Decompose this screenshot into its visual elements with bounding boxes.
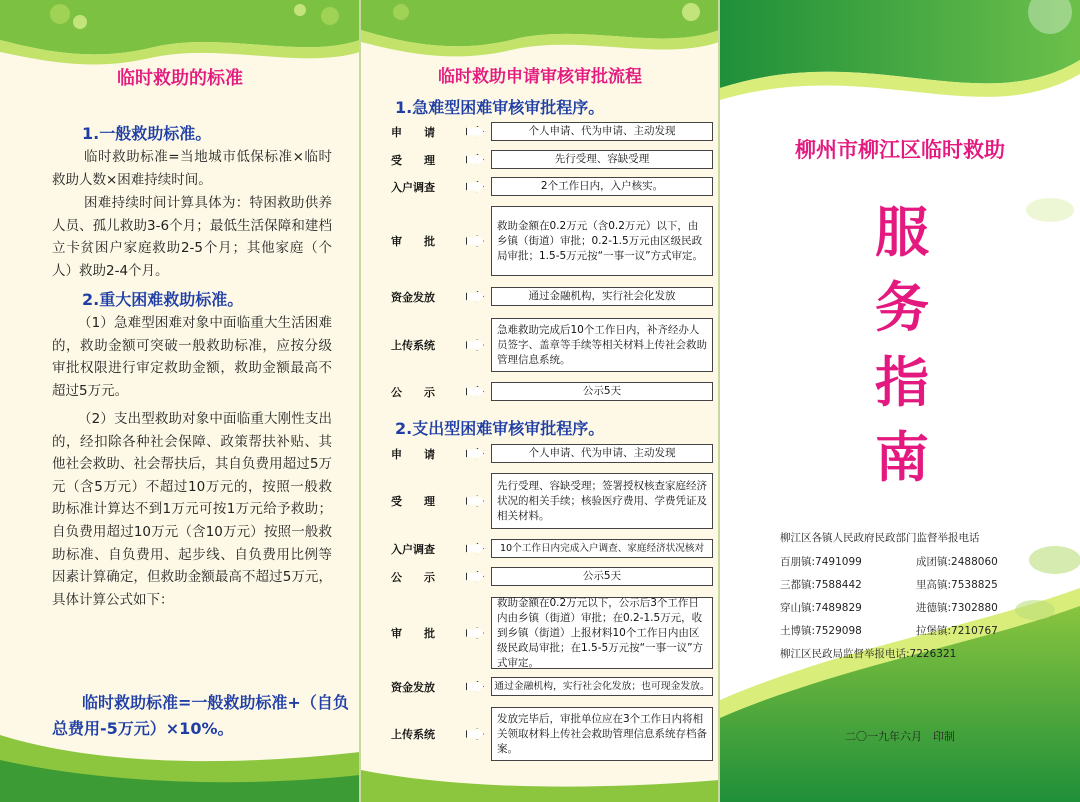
step-label: 申 请 <box>391 447 435 461</box>
calculation-formula: 临时救助标准=一般救助标准+（自负总费用-5万元）×10%。 <box>52 693 349 738</box>
step-box: 发放完毕后，审批单位应在3个工作日内将相关领取材料上传社会救助管理信息系统存档备案。 <box>491 707 713 761</box>
step-label: 公 示 <box>391 570 435 584</box>
town-phone: 成团镇:2488060 <box>916 556 998 568</box>
arrow-right-icon <box>466 571 484 583</box>
print-date: 二〇一九年六月 印制 <box>845 730 955 743</box>
step-box: 个人申请、代为申请、主动发现 <box>491 444 713 463</box>
step-label: 审 批 <box>391 627 435 640</box>
arrow-right-icon <box>466 126 484 138</box>
town-phone: 百朋镇:7491099 <box>780 556 862 568</box>
step-label: 审 批 <box>391 235 435 248</box>
process-row <box>391 473 716 529</box>
process-row <box>391 122 716 141</box>
step-box: 通过金融机构，实行社会化发放；也可现金发放。 <box>491 677 713 696</box>
cover-panel <box>720 0 1080 802</box>
town-phone: 穿山镇:7489829 <box>780 602 862 614</box>
middle-panel <box>361 0 719 802</box>
arrow-right-icon <box>466 154 484 166</box>
step-box: 救助金额在0.2万元以下，公示后3个工作日内由乡镇（街道）审批；在0.2-1.5万元，收到乡镇（街道）上报材料10个工作日内由区级民政局审批；在1.5-5万元按“一事一议”方式审定。 <box>491 597 713 669</box>
arrow-right-icon <box>466 448 484 460</box>
step-box: 通过金融机构，实行社会化发放 <box>491 287 713 306</box>
arrow-right-icon <box>466 339 484 351</box>
process-row <box>391 707 716 761</box>
expenditure-process-heading: 2.支出型困难审核审批程序。 <box>395 419 605 438</box>
process-row <box>391 539 716 558</box>
step-box: 公示5天 <box>491 382 713 401</box>
step-box: 急难救助完成后10个工作日内，补齐经办人员签字、盖章等手续等相关材料上传社会救助管理信息系统。 <box>491 318 713 372</box>
arrow-right-icon <box>466 386 484 398</box>
step-label: 入户调查 <box>391 180 435 194</box>
step-label: 入户调查 <box>391 542 435 556</box>
process-row <box>391 597 716 669</box>
arrow-right-icon <box>466 681 484 693</box>
arrow-right-icon <box>466 291 484 303</box>
standards-title: 临时救助的标准 <box>117 68 243 89</box>
step-box: 先行受理、容缺受理 <box>491 150 713 169</box>
general-standard-heading: 1.一般救助标准。 <box>82 124 212 143</box>
step-label: 申 请 <box>391 125 435 139</box>
step-label: 公 示 <box>391 385 435 399</box>
cover-big-char: 指 <box>875 351 929 414</box>
step-box: 先行受理、容缺受理；签署授权核查家庭经济状况的相关手续；核验医疗费用、学费凭证及相关材料。 <box>491 473 713 529</box>
arrow-right-icon <box>466 235 484 247</box>
arrow-right-icon <box>466 495 484 507</box>
cover-big-char: 服 <box>875 201 929 264</box>
step-label: 资金发放 <box>391 680 435 694</box>
process-row <box>391 287 716 306</box>
cover-big-char: 南 <box>875 426 929 489</box>
step-label: 受 理 <box>391 495 435 508</box>
process-row <box>391 677 716 696</box>
process-row <box>391 444 716 463</box>
town-phone: 进德镇:7302880 <box>916 602 998 614</box>
process-row <box>391 567 716 586</box>
step-box: 公示5天 <box>491 567 713 586</box>
town-phone: 三都镇:7588442 <box>780 579 862 591</box>
step-box: 个人申请、代为申请、主动发现 <box>491 122 713 141</box>
process-row <box>391 206 716 276</box>
step-box: 10个工作日内完成入户调查、家庭经济状况核对 <box>491 539 713 558</box>
general-standard-formula-text: 临时救助标准=当地城市低保标准×临时救助人数×困难持续时间。 <box>52 149 332 188</box>
bureau-phone: 柳江区民政局监督举报电话:7226321 <box>780 648 957 660</box>
report-phone-title: 柳江区各镇人民政府民政部门监督举报电话 <box>780 532 980 544</box>
process-row <box>391 318 716 372</box>
step-label: 资金发放 <box>391 290 435 304</box>
cover-big-char: 务 <box>875 276 929 339</box>
duration-text: 困难持续时间计算具体为：特困救助供养人员、孤儿救助3-6个月；最低生活保障和建档立卡贫困户家庭救助2-5个月；其他家庭（个人）救助2-4个月。 <box>52 195 332 279</box>
step-label: 上传系统 <box>391 339 435 352</box>
process-row <box>391 150 716 169</box>
process-row <box>391 177 716 196</box>
major-standard-heading: 2.重大困难救助标准。 <box>82 290 244 309</box>
emergency-process-heading: 1.急难型困难审核审批程序。 <box>395 98 605 117</box>
arrow-right-icon <box>466 181 484 193</box>
step-box: 2个工作日内，入户核实。 <box>491 177 713 196</box>
arrow-right-icon <box>466 543 484 555</box>
step-box: 救助金额在0.2万元（含0.2万元）以下，由乡镇（街道）审批；0.2-1.5万元由区级民政局审批；1.5-5万元按“一事一议”方式审定。 <box>491 206 713 276</box>
town-phone: 拉堡镇:7210767 <box>916 625 998 637</box>
emergency-type-text: （1）急难型困难对象中面临重大生活困难的，救助金额可突破一般救助标准，应按分级审批权限进行审定救助金额，救助金额最高不超过5万元。 <box>52 315 332 399</box>
town-phone: 里高镇:7538825 <box>916 579 998 591</box>
arrow-right-icon <box>466 627 484 639</box>
step-label: 受 理 <box>391 153 435 167</box>
arrow-right-icon <box>466 728 484 740</box>
expenditure-type-text: （2）支出型救助对象中面临重大刚性支出的，经扣除各种社会保障、政策帮扶补贴、其他社会救助、社会帮扶后，其自负费用超过5万元（含5万元）不超过10万元的，按照一般救助标准计算达不到1万元可按1万元给予救助；自负费用超过10万元（含10万元）按照一般救助标准、自负费用、起步线、自负费用比例等因素计算确定，但救助金额最高不超过5万元，具体计算公式如下： <box>52 411 332 608</box>
cover-title: 柳州市柳江区临时救助 <box>795 138 1005 162</box>
step-label: 上传系统 <box>391 728 435 741</box>
process-title: 临时救助申请审核审批流程 <box>438 67 642 87</box>
process-row <box>391 382 716 401</box>
left-panel <box>0 0 360 802</box>
town-phone: 土博镇:7529098 <box>780 625 862 637</box>
